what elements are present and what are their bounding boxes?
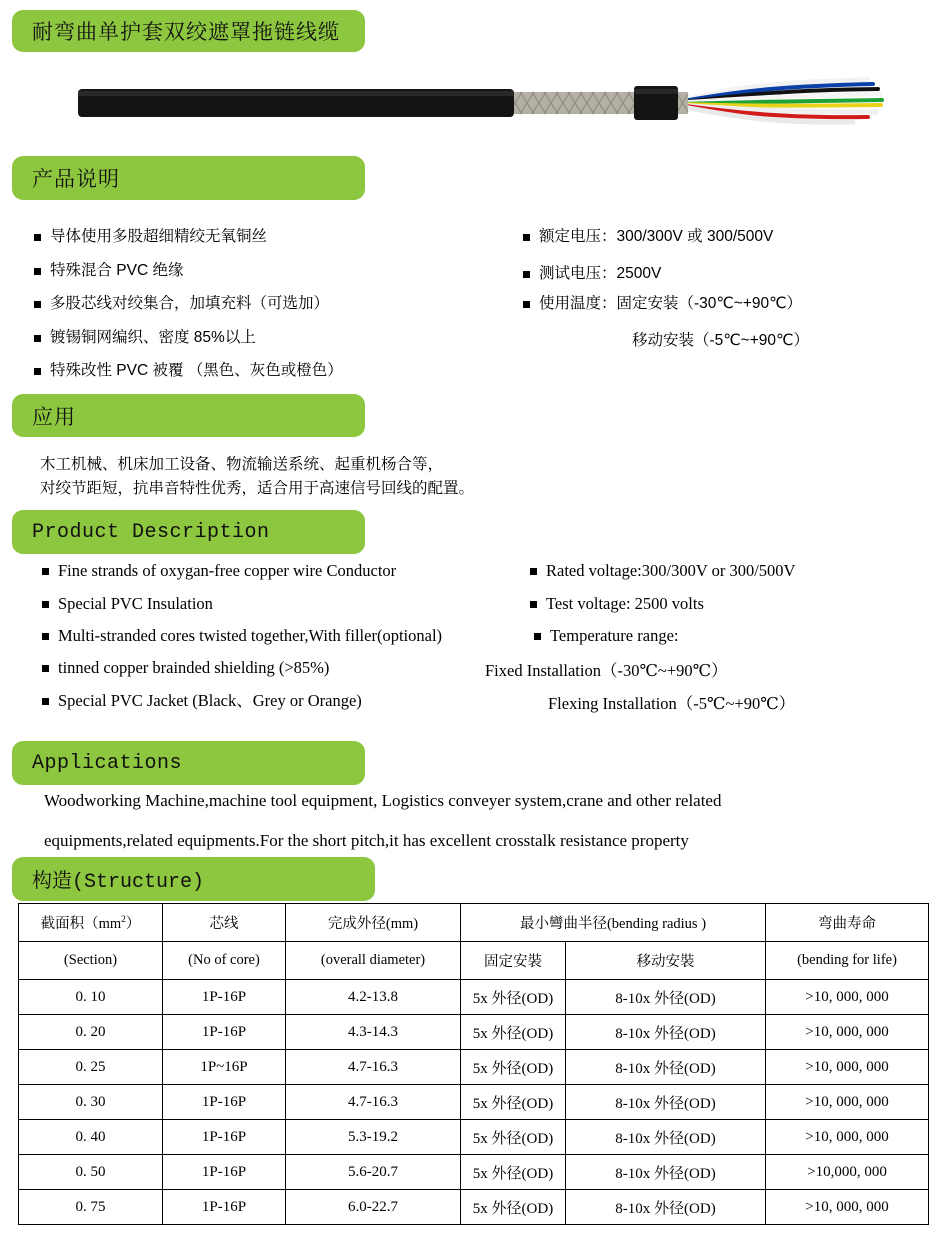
product-description-en-banner <box>12 510 365 554</box>
header-cell-cores-cn: 芯线 <box>163 904 286 942</box>
table-row <box>19 1190 929 1225</box>
table-row <box>19 1155 929 1190</box>
list-item-label: Multi-stranded cores twisted together,With filler(optional) <box>58 626 443 645</box>
cell-diameter: 4.7-16.3 <box>286 1085 461 1120</box>
title-banner <box>12 10 365 52</box>
cell-life: >10, 000, 000 <box>766 1190 929 1225</box>
header-section-cn-suffix: ） <box>125 916 141 932</box>
cell-life: >10, 000, 000 <box>766 1085 929 1120</box>
structure-table <box>18 903 929 1225</box>
header-cell-bending-life-en: (bending for life) <box>766 942 929 980</box>
list-item-label: 镀锡铜网编织、密度 85%以上 <box>50 329 256 346</box>
cell-cores: 1P-16P <box>163 1120 286 1155</box>
list-item <box>42 691 362 711</box>
product-description-en-banner-label: Product Description <box>32 520 270 544</box>
cell-section: 0. 50 <box>19 1155 163 1190</box>
cell-cores: 1P-16P <box>163 1015 286 1050</box>
list-item-label: Fine strands of oxygan-free copper wire Conductor <box>58 561 397 580</box>
list-item-label: Special PVC Insulation <box>58 594 213 613</box>
temperature-flexing-note-cn: 移动安装（-5℃~+90℃） <box>632 332 809 349</box>
header-cell-section-en: (Section) <box>19 942 163 980</box>
table-header-row-top <box>19 904 929 942</box>
list-item-label: tinned copper brainded shielding (>85%) <box>58 658 330 677</box>
structure-banner-label: 构造(Structure) <box>32 871 205 894</box>
flexing-installation-temp-en: Flexing Installation（-5℃~+90℃） <box>548 694 796 713</box>
cell-cores: 1P~16P <box>163 1050 286 1085</box>
product-description-cn-banner <box>12 156 365 200</box>
cell-life: >10, 000, 000 <box>766 1050 929 1085</box>
square-bullet-icon <box>34 268 41 275</box>
cell-life: >10, 000, 000 <box>766 1015 929 1050</box>
cell-fixed: 5x 外径(OD) <box>461 980 566 1015</box>
square-bullet-icon <box>530 601 537 608</box>
applications-en-line: Woodworking Machine,machine tool equipment, Logistics conveyer system,crane and other related <box>44 791 722 810</box>
list-item <box>42 561 396 581</box>
cell-fixed: 5x 外径(OD) <box>461 1155 566 1190</box>
list-item-label: Rated voltage:300/300V or 300/500V <box>546 561 796 580</box>
list-item <box>34 227 267 247</box>
header-cell-bending-radius-group: 最小彎曲半径(bending radius ) <box>461 904 766 942</box>
cell-diameter: 5.3-19.2 <box>286 1120 461 1155</box>
list-item <box>34 361 343 381</box>
cell-diameter: 4.3-14.3 <box>286 1015 461 1050</box>
cell-diameter: 4.7-16.3 <box>286 1050 461 1085</box>
header-cell-fixed-install: 固定安裝 <box>461 942 566 980</box>
cell-fixed: 5x 外径(OD) <box>461 1190 566 1225</box>
cell-section: 0. 10 <box>19 980 163 1015</box>
square-bullet-icon <box>42 698 49 705</box>
cell-flexing: 8-10x 外径(OD) <box>566 1085 766 1120</box>
square-bullet-icon <box>534 633 541 640</box>
cell-life: >10,000, 000 <box>766 1155 929 1190</box>
header-cell-cores-en: (No of core) <box>163 942 286 980</box>
list-item <box>34 328 256 348</box>
list-item-label: Temperature range: <box>550 626 679 645</box>
list-item <box>42 658 329 678</box>
list-item <box>34 261 183 281</box>
table-row <box>19 1085 929 1120</box>
table-row <box>19 1015 929 1050</box>
cell-flexing: 8-10x 外径(OD) <box>566 980 766 1015</box>
header-section-superscript: 2 <box>121 915 126 926</box>
cable-product-image <box>78 72 888 134</box>
list-item <box>534 626 678 646</box>
list-item-label: 导体使用多股超细精绞无氧铜丝 <box>50 228 268 245</box>
cell-fixed: 5x 外径(OD) <box>461 1015 566 1050</box>
structure-banner <box>12 857 375 901</box>
cell-flexing: 8-10x 外径(OD) <box>566 1050 766 1085</box>
list-item <box>530 561 795 581</box>
square-bullet-icon <box>34 335 41 342</box>
list-item-label: 特殊混合 PVC 绝缘 <box>50 262 184 279</box>
square-bullet-icon <box>34 301 41 308</box>
list-item-label: Special PVC Jacket (Black、Grey or Orange) <box>58 691 362 710</box>
list-item <box>42 594 213 614</box>
applications-cn-line: 木工机械、机床加工设备、物流输送系统、起重机杨合等， <box>40 456 444 473</box>
table-header-row-bottom <box>19 942 929 980</box>
list-item <box>523 264 661 284</box>
square-bullet-icon <box>34 234 41 241</box>
square-bullet-icon <box>523 301 530 308</box>
cell-section: 0. 40 <box>19 1120 163 1155</box>
cable-illustration <box>78 72 888 134</box>
header-cell-flexing-install: 移动安裝 <box>566 942 766 980</box>
table-row <box>19 980 929 1015</box>
header-cell-bending-life-cn: 弯曲寿命 <box>766 904 929 942</box>
cell-fixed: 5x 外径(OD) <box>461 1085 566 1120</box>
table-row <box>19 1120 929 1155</box>
cell-cores: 1P-16P <box>163 980 286 1015</box>
title-banner-label: 耐弯曲单护套双绞遮罩拖链线缆 <box>32 21 340 44</box>
cell-cores: 1P-16P <box>163 1155 286 1190</box>
cell-flexing: 8-10x 外径(OD) <box>566 1155 766 1190</box>
list-item <box>523 294 802 314</box>
cell-flexing: 8-10x 外径(OD) <box>566 1190 766 1225</box>
applications-cn-banner-label: 应用 <box>32 405 76 429</box>
square-bullet-icon <box>42 665 49 672</box>
header-section-cn-prefix: 截面积（mm <box>40 916 122 932</box>
cell-cores: 1P-16P <box>163 1085 286 1120</box>
list-item-label: 多股芯线对绞集合，加填充料（可选加） <box>50 295 330 312</box>
cell-section: 0. 25 <box>19 1050 163 1085</box>
list-item <box>42 626 442 646</box>
list-item-label: Test voltage: 2500 volts <box>546 594 704 613</box>
header-cell-diameter-en: (overall diameter) <box>286 942 461 980</box>
square-bullet-icon <box>523 271 530 278</box>
cell-flexing: 8-10x 外径(OD) <box>566 1015 766 1050</box>
list-item-label: 使用温度：固定安装（-30℃~+90℃） <box>539 295 803 312</box>
cell-diameter: 4.2-13.8 <box>286 980 461 1015</box>
cell-flexing: 8-10x 外径(OD) <box>566 1120 766 1155</box>
table-row <box>19 1050 929 1085</box>
cell-diameter: 5.6-20.7 <box>286 1155 461 1190</box>
cell-life: >10, 000, 000 <box>766 980 929 1015</box>
header-cell-section-cn <box>19 904 163 942</box>
cell-fixed: 5x 外径(OD) <box>461 1050 566 1085</box>
header-cell-diameter-cn: 完成外径(mm) <box>286 904 461 942</box>
applications-en-banner <box>12 741 365 785</box>
square-bullet-icon <box>34 368 41 375</box>
list-item <box>34 294 329 314</box>
product-description-cn-banner-label: 产品说明 <box>32 168 120 191</box>
list-item-label: 测试电压：2500V <box>539 265 662 282</box>
square-bullet-icon <box>523 234 530 241</box>
square-bullet-icon <box>530 568 537 575</box>
cell-section: 0. 75 <box>19 1190 163 1225</box>
cell-fixed: 5x 外径(OD) <box>461 1120 566 1155</box>
applications-cn-banner <box>12 394 365 437</box>
cell-life: >10, 000, 000 <box>766 1120 929 1155</box>
cell-cores: 1P-16P <box>163 1190 286 1225</box>
fixed-installation-temp-en: Fixed Installation（-30℃~+90℃） <box>485 661 728 680</box>
list-item <box>523 227 773 247</box>
cell-section: 0. 30 <box>19 1085 163 1120</box>
cell-section: 0. 20 <box>19 1015 163 1050</box>
cell-diameter: 6.0-22.7 <box>286 1190 461 1225</box>
applications-en-line: equipments,related equipments.For the short pitch,it has excellent crosstalk resistance property <box>44 831 689 850</box>
square-bullet-icon <box>42 633 49 640</box>
square-bullet-icon <box>42 568 49 575</box>
list-item <box>530 594 704 614</box>
applications-en-banner-label: Applications <box>32 751 183 775</box>
list-item-label: 特殊改性 PVC 被覆 （黑色、灰色或橙色） <box>50 362 343 379</box>
applications-cn-line: 对绞节距短，抗串音特性优秀，适合用于高速信号回线的配置。 <box>40 480 475 497</box>
square-bullet-icon <box>42 601 49 608</box>
list-item-label: 额定电压：300/300V 或 300/500V <box>539 228 774 245</box>
